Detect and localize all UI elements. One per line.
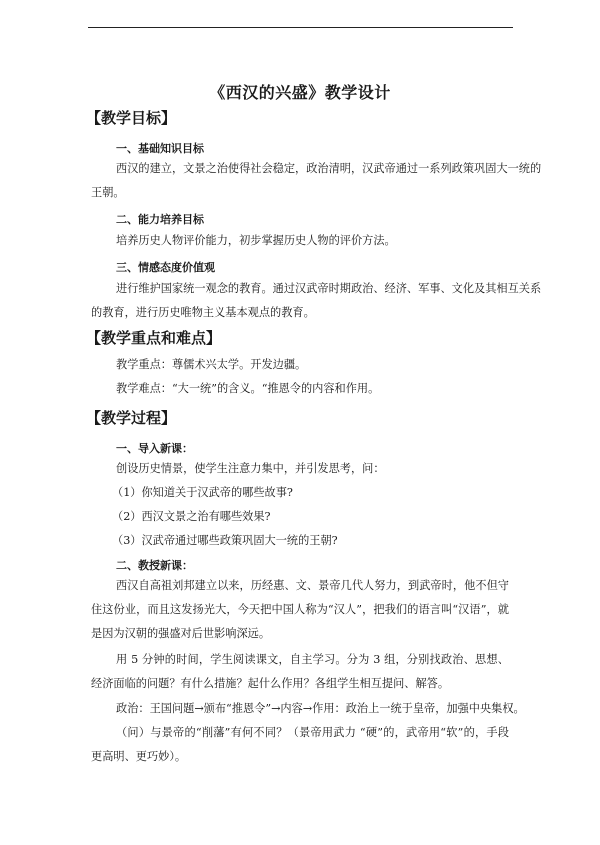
section-heading-key-points: 【教学重点和难点】 (86, 329, 222, 347)
intro-paragraph: 创设历史情景，使学生注意力集中，并引发思考，问： (116, 462, 385, 475)
key-difficulty: 教学难点：“大一统”的含义。“推恩令的内容和作用。 (116, 382, 380, 395)
politics-paragraph: 政治：王国问题→颁布“推恩令”→内容→作用：政治上一统于皇帝，加强中央集权。 (116, 702, 525, 715)
document-title: 《西汉的兴盛》教学设计 (209, 83, 391, 102)
section-heading-process: 【教学过程】 (86, 409, 177, 427)
subheading-values: 三、情感态度价值观 (116, 261, 215, 274)
lesson-paragraph-2: 用 5 分钟的时间，学生阅读课文，自主学习。分为 3 组，分别找政治、思想、经济面临的问题？有什么措施？起什么作用？各组学生相互提问、解答。 (91, 653, 509, 690)
key-focus: 教学重点：尊儒术兴太学。开发边疆。 (116, 358, 307, 371)
lesson-paragraph-3: （问）与景帝的“削藩”有何不同？（景帝用武力 “硬”的，武帝用“软”的，手段更高明、更巧妙）。 (91, 726, 509, 763)
header-rule (88, 27, 513, 28)
subheading-introduction: 一、导入新课： (116, 442, 193, 455)
goals-paragraph-3-line-2: 的教育，进行历史唯物主义基本观点的教育。 (91, 306, 315, 319)
subheading-new-lesson: 二、教授新课： (116, 559, 193, 572)
goals-paragraph-1-line-1: 西汉的建立，文景之治使得社会稳定，政治清明，汉武帝通过一系列政策巩固大一统的 (116, 162, 542, 175)
question-3: （3）汉武帝通过哪些政策巩固大一统的王朝? (112, 534, 338, 547)
section-heading-goals: 【教学目标】 (86, 109, 177, 127)
goals-paragraph-3-line-1: 进行维护国家统一观念的教育。通过汉武帝时期政治、经济、军事、文化及其相互关系 (116, 282, 542, 295)
goals-paragraph-2: 培养历史人物评价能力，初步掌握历史人物的评价方法。 (116, 234, 396, 247)
lesson-paragraph-1: 西汉自高祖刘邦建立以来，历经惠、文、景帝几代人努力，到武帝时，他不但守住这份业，而且这发扬光大，今天把中国人称为“汉人”，把我们的语言叫“汉语”，就是因为汉朝的强盛对后世影响深远。 (91, 579, 509, 640)
question-2: （2）西汉文景之治有哪些效果? (112, 510, 271, 523)
question-1: （1）你知道关于汉武帝的哪些故事? (112, 486, 293, 499)
subheading-knowledge: 一、基础知识目标 (116, 142, 204, 155)
goals-paragraph-1-line-2: 王朝。 (91, 186, 125, 199)
subheading-ability: 二、能力培养目标 (116, 213, 204, 226)
